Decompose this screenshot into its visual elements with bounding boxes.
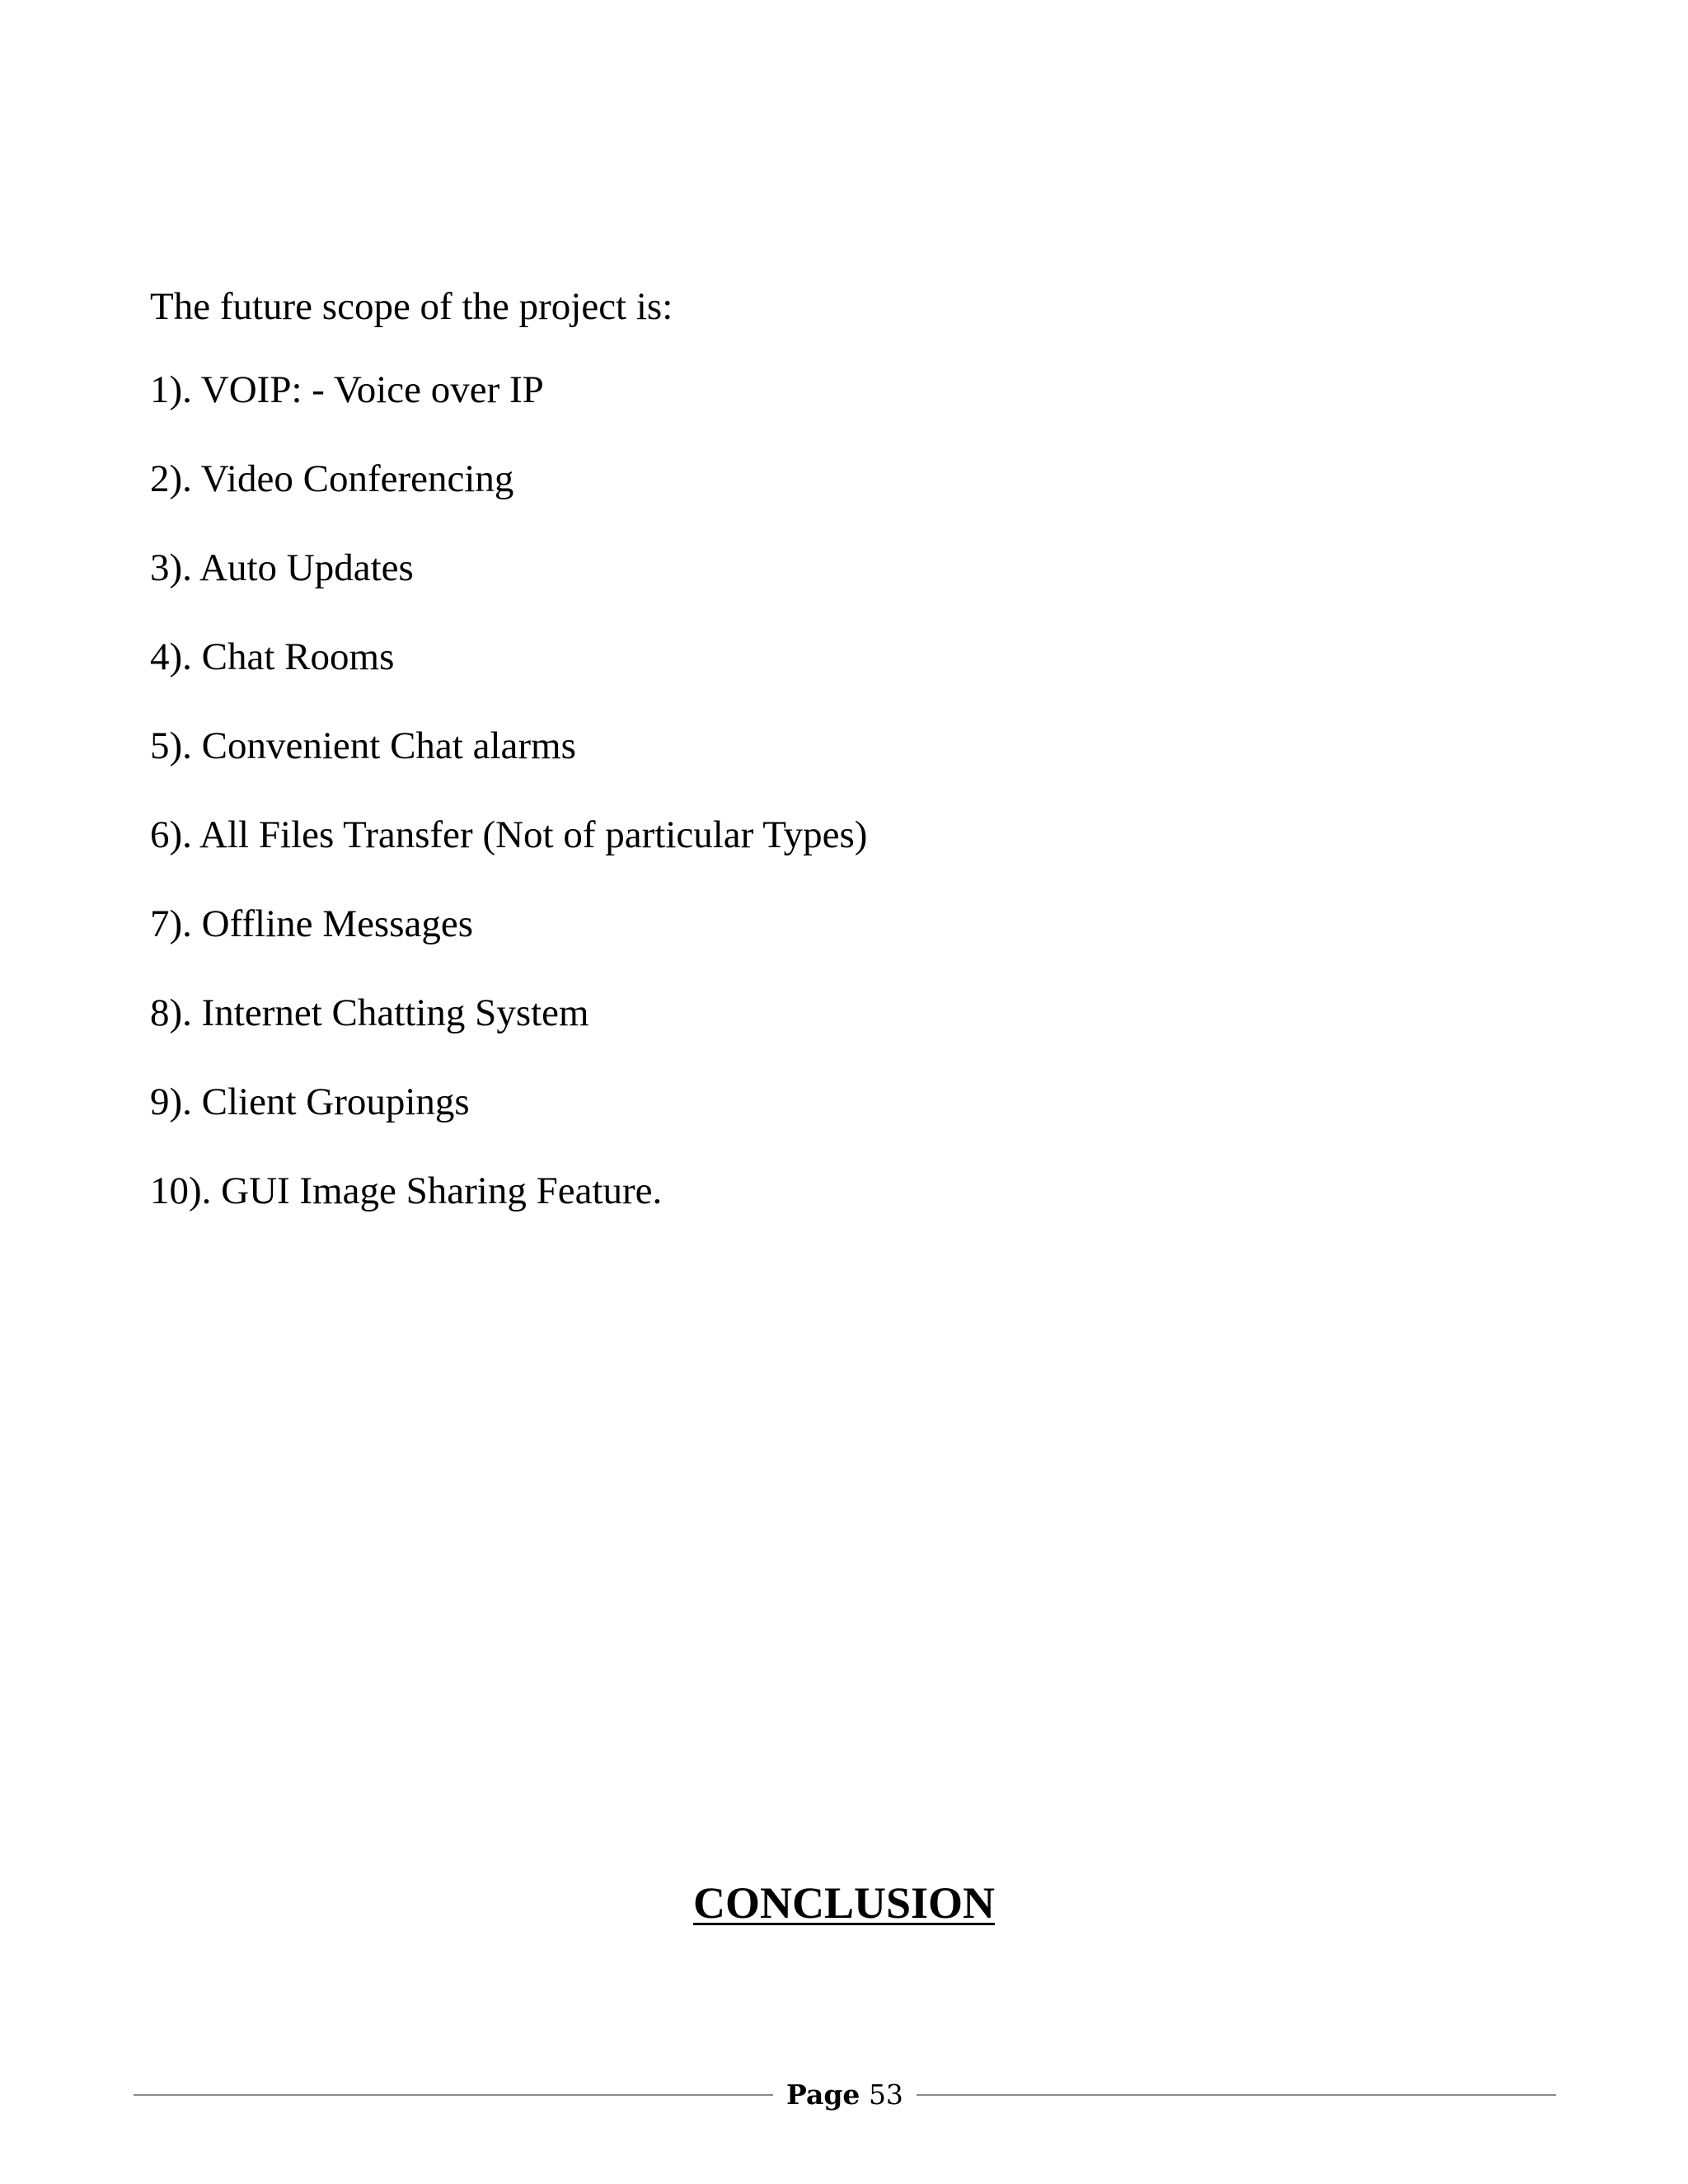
list-item: 6). All Files Transfer (Not of particular Types) [150,813,868,856]
future-scope-intro: The future scope of the project is: [150,285,673,328]
page-number [773,2074,917,2116]
footer-rule-right [917,2094,1556,2096]
page-label: Page [786,2079,860,2111]
future-scope-section [150,284,1551,1212]
list-item: 8). Internet Chatting System [150,991,589,1034]
page-footer [134,2074,1556,2116]
list-item: 4). Chat Rooms [150,635,395,678]
list-item: 5). Convenient Chat alarms [150,724,576,767]
list-item: 3). Auto Updates [150,546,414,589]
list-item: 9). Client Groupings [150,1080,470,1123]
list-item: 10). GUI Image Sharing Feature. [150,1169,663,1212]
list-item: 2). Video Conferencing [150,457,514,500]
page-number-value: 53 [868,2079,903,2111]
conclusion-heading: CONCLUSION [692,1878,996,1928]
list-item: 1). VOIP: - Voice over IP [150,368,544,411]
footer-rule-left [134,2094,773,2096]
list-item: 7). Offline Messages [150,902,474,945]
